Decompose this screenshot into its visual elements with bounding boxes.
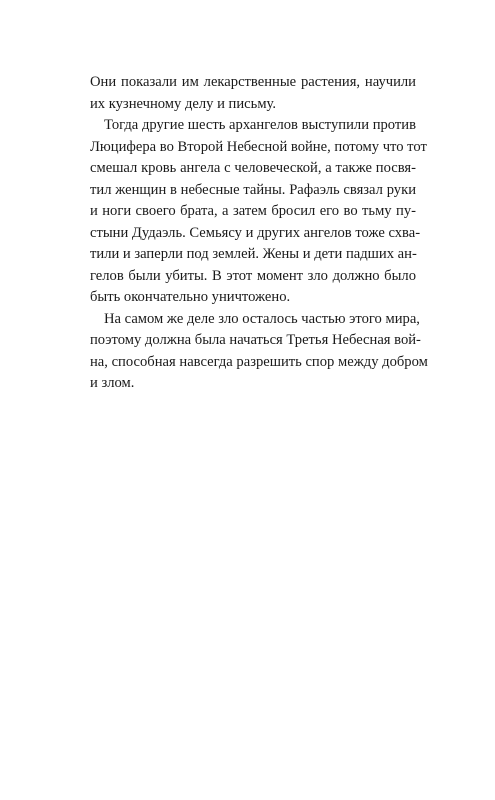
text-line: на, способная навсегда разрешить спор между добром (90, 353, 428, 370)
paragraph-3 (90, 309, 428, 395)
text-line: их кузнечному делу и письму. (90, 95, 277, 112)
text-line: быть окончательно уничтожено. (90, 289, 291, 305)
body-text (90, 72, 428, 395)
text-line: и злом. (90, 375, 135, 391)
text-line: смешал кровь ангела с человеческой, а также посвя- (90, 160, 416, 176)
text-line: стыни Дудаэль. Семьясу и других ангелов тоже схва- (90, 224, 421, 241)
text-line: гелов были убиты. В этот момент зло должно было (90, 267, 416, 284)
text-line: тили и заперли под землей. Жены и дети падших ан- (90, 246, 417, 262)
text-line: тил женщин в небесные тайны. Рафаэль связал руки (90, 181, 416, 198)
paragraph-2 (90, 115, 427, 309)
text-line: Они показали им лекарственные растения, научили (90, 74, 416, 90)
text-line: Тогда другие шесть архангелов выступили против (104, 117, 416, 133)
text-line: На самом же деле зло осталось частью этого мира, (104, 310, 420, 327)
paragraph-1 (90, 72, 416, 115)
text-line: и ноги своего брата, а затем бросил его во тьму пу- (90, 203, 416, 219)
text-line: Люцифера во Второй Небесной войне, потому что тот (90, 138, 427, 155)
text-line: поэтому должна была начаться Третья Небесная вой- (90, 332, 421, 348)
